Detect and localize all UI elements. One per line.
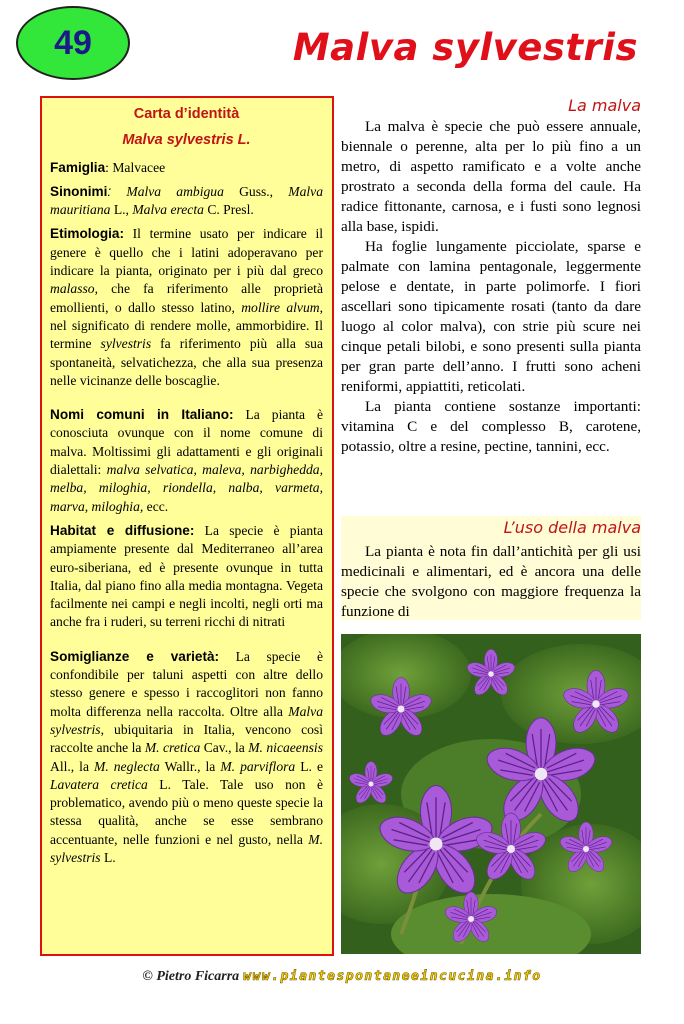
la-malva-paragraph-1: La malva è specie che può essere annuale, biennale o perenne, alta per lo più fino a un metro, di aspetto ramificato e a volte anche prostrato a seconda della forma del caule. Ha radice fittonante, carnosa, e i fusti sono legnosi alla base, ispidi. [341, 118, 641, 235]
uso-heading: L’uso della malva [503, 518, 641, 537]
nomi-comuni-entry: Nomi comuni in Italiano: La pianta è conosciuta ovunque con il nome comune di malva. Moltissimi gli adattamenti e gli originali dialettali: malva selvatica, maleva, narbighedda, melba, miloghia, riondella, nalba, varmeta, marva, miloghia, ecc. [50, 407, 323, 514]
etimologia-entry: Etimologia: Il termine usato per indicare il genere è quello che i latini adoperavano per indicare la pianta, originato per i più dal greco malasso, che fa riferimento alle proprietà emollienti, o dallo stesso latino, mollire alvum, nel significato di rendere molle, ammorbidire. Il termine sylvestris fa riferimento più alla sua spontaneità, selvatichezza, che alla sua presenza nelle vicinanze delle boscaglie. [50, 226, 323, 388]
identity-card [40, 96, 334, 956]
uso-text [341, 542, 641, 622]
footer [0, 967, 684, 985]
la-malva-text [341, 117, 641, 457]
page-title: Malva sylvestris [292, 26, 638, 69]
flower-illustration [341, 634, 641, 954]
sinonimi-entry: Sinonimi: Malva ambigua Guss., Malva mauritiana L., Malva erecta C. Presl. [50, 183, 323, 218]
la-malva-paragraph-3: La pianta contiene sostanze importanti: vitamina C e del complesso B, carotene, potassio, oltre a resine, pectine, tannini, ecc. [341, 398, 641, 455]
malva-flower-photo [341, 634, 641, 954]
la-malva-heading: La malva [568, 96, 641, 115]
la-malva-paragraph-2: Ha foglie lungamente picciolate, sparse e palmate con lamina pentagonale, leggermente pelose e dentate, in parte polimorfe. I fiori ascellari sono tipicamente rosati (tanto da dare luogo al color malva), con strie più scure nei cinque petali bilobi, e sono presenti sulla pianta per gran parte dell’anno. I frutti sono acheni reniformi, appiattiti, reticolati. [341, 238, 641, 395]
identity-card-heading: Carta d’identità [133, 106, 240, 122]
website-link[interactable]: www.piantespontaneeincucina.info [243, 969, 542, 984]
page-number-badge [16, 6, 130, 80]
famiglia-entry: Famiglia: Malvacee [50, 159, 166, 175]
habitat-entry: Habitat e diffusione: La specie è pianta ampiamente presente dal Mediterraneo all’area euro-siberiana, ed è presente ovunque in tutta Italia, dal piano fino alla media montagna. Vegeta facilmente nei campi e negli incolti, negli orti ma anche fra i ruderi, su terreni ricchi di nitrati [50, 522, 323, 630]
uso-paragraph: La pianta è nota fin dall’antichità per gli usi medicinali e alimentari, ed è ancora una delle specie che svolgono con maggiore frequenza la funzione di [341, 543, 641, 620]
author-credit: © Pietro Ficarra [142, 969, 240, 984]
page-number: 49 [54, 24, 92, 62]
somiglianze-entry: Somiglianze e varietà: La specie è confondibile per taluni aspetti con altre dello stesso genere e spesso i raccoglitori non fanno molta differenza nella raccolta. Oltre alla Malva sylvestris, ubiquitaria in Italia, vencono così raccolte anche la M. cretica Cav., la M. nicaeensis All., la M. neglecta Wallr., la M. parviflora L. e Lavatera cretica L. Tale. Tale uso non è problematico, avendo più o meno queste specie la stessa qualità, anche se esse sembrano accentuante, nelle funzioni e nel gusto, nella M. sylvestris L. [50, 648, 323, 865]
identity-card-species: Malva sylvestris L. [122, 132, 251, 149]
